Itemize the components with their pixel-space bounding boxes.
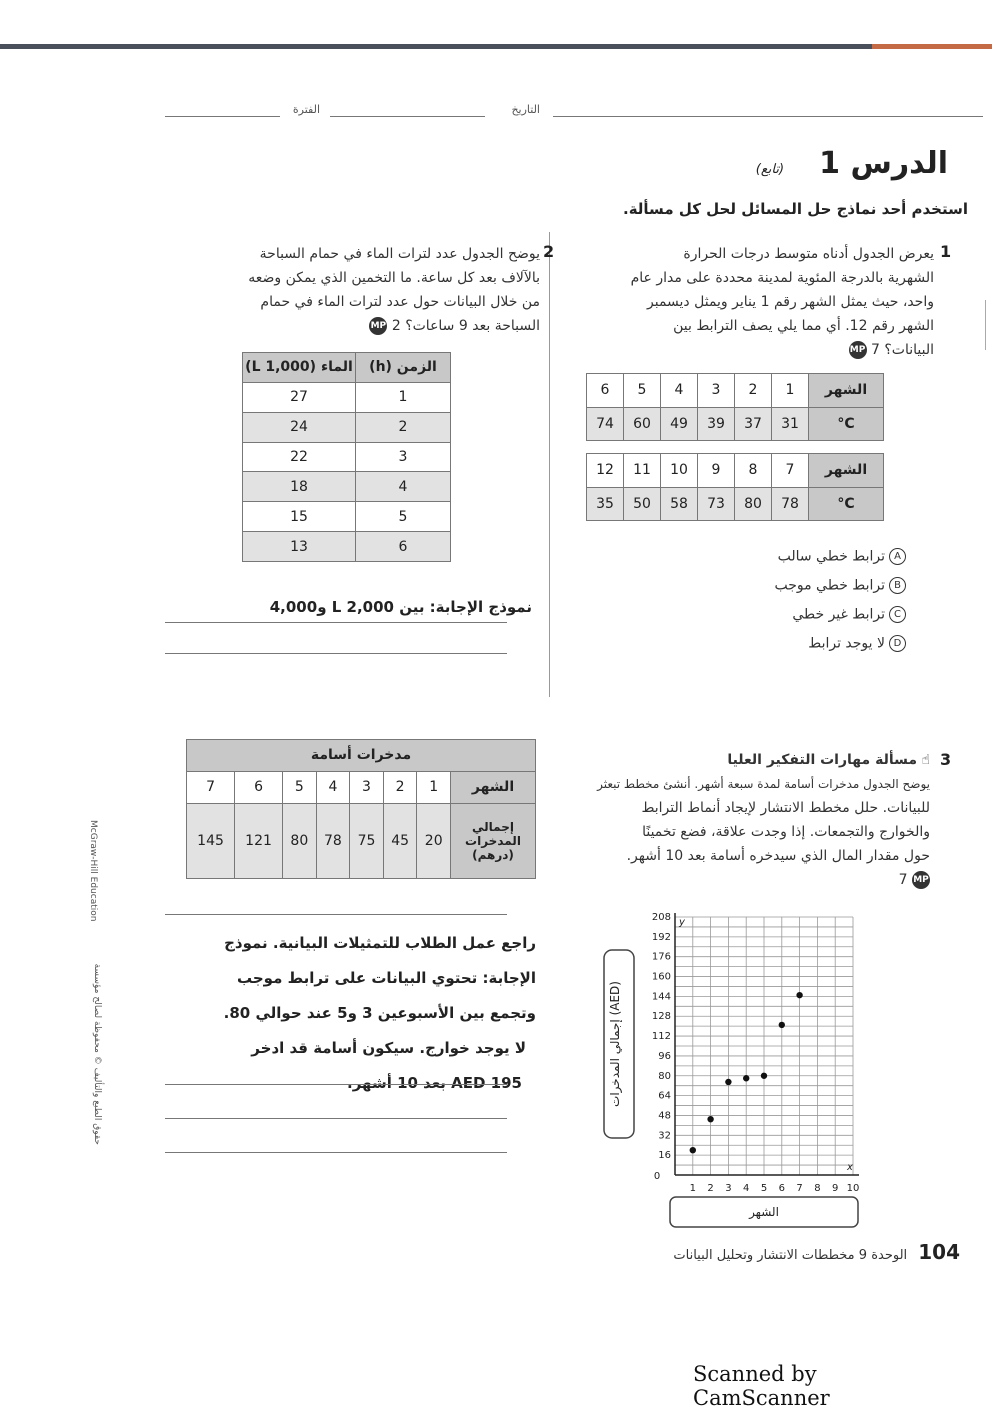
q1-t2-row-header: الشهر <box>809 454 884 488</box>
q3-total: 145 <box>187 803 235 878</box>
margin-tab <box>985 300 986 350</box>
q3-month: 7 <box>187 771 235 803</box>
q3-total: 121 <box>235 803 283 878</box>
option-text: لا يوجد ترابط <box>808 635 885 652</box>
q2-water-cell: 24 <box>243 412 356 442</box>
q1-t2-month: 7 <box>772 454 809 488</box>
y-tick-label: 128 <box>651 1011 671 1023</box>
q1-last-text: البيانات؟ <box>884 342 934 358</box>
q3-line: يوضح الجدول مدخرات أسامة لمدة سبعة أشهر. أنشئ مخطط تبعثر <box>597 777 930 791</box>
option-circle-icon[interactable]: D <box>889 635 906 652</box>
q2-col-time: الزمن (h) <box>356 353 451 383</box>
q3-total-header: إجمالي المدخرات (درهم) <box>451 803 536 878</box>
q3-answer-line: راجع عمل الطلاب للتمثيلات البيانية. نموذج <box>224 934 536 952</box>
data-point <box>725 1079 731 1085</box>
data-point <box>761 1073 767 1079</box>
q3-line: والخوارج والتجمعات. إذا وجدت علاقة، فضع تخمينًا <box>642 824 930 840</box>
q3-lead-line <box>570 748 930 772</box>
q3-bold-lead: مسألة مهارات التفكير العليا <box>727 752 918 768</box>
q2-answer[interactable]: نموذج الإجابة: بين 2,000 L و4,000 <box>269 598 532 616</box>
q2-water-cell: 22 <box>243 442 356 472</box>
q1-t1-unit-header: °C <box>809 407 884 441</box>
x-tick-label: 3 <box>725 1183 732 1194</box>
y-tick-label: 64 <box>658 1090 671 1102</box>
q2-water-cell: 27 <box>243 382 356 412</box>
q2-last-text: السباحة بعد 9 ساعات؟ <box>405 318 540 334</box>
q1-t1-month: 5 <box>624 374 661 408</box>
q1-t1-month: 3 <box>698 374 735 408</box>
q1-text <box>560 242 934 362</box>
q3-month: 5 <box>283 771 317 803</box>
q1-t1-temp: 74 <box>587 407 624 441</box>
mp-badge-icon: MP <box>912 871 930 889</box>
y-axis-label: إجمالي المدخرات (AED) <box>608 981 622 1107</box>
q1-t2-unit-header: °C <box>809 487 884 521</box>
chart-ticks <box>652 912 859 1194</box>
y-tick-label: 48 <box>658 1110 671 1122</box>
q2-mp-number: 2 <box>391 318 401 334</box>
q1-line: واحد، حيث يمثل الشهر رقم 1 يناير ويمثل ديسمبر <box>647 294 934 310</box>
answer-line <box>165 1152 507 1153</box>
x-tick-label: 5 <box>760 1183 768 1194</box>
data-point <box>690 1147 696 1153</box>
q2-water-cell: 13 <box>243 532 356 562</box>
q1-t1-row-header: الشهر <box>809 374 884 408</box>
q1-t1-temp: 37 <box>735 407 772 441</box>
q1-t2-temp: 35 <box>587 487 624 521</box>
q2-line: بالآلاف بعد كل ساعة. ما التخمين الذي يمكن وضعه <box>248 270 540 286</box>
instruction: استخدم أحد نماذج حل المسائل لحل كل مسألة. <box>623 200 968 218</box>
answer-line <box>165 914 507 915</box>
q3-total: 80 <box>283 803 317 878</box>
y-axis-letter: y <box>679 917 685 928</box>
data-point <box>707 1116 713 1122</box>
q3-month: 4 <box>316 771 350 803</box>
page-footer <box>640 1240 960 1264</box>
column-divider <box>549 232 550 697</box>
q1-t2-month: 10 <box>661 454 698 488</box>
q3-row-header: الشهر <box>451 771 536 803</box>
y-tick-label: 208 <box>651 912 671 923</box>
y-tick-label: 176 <box>651 951 671 963</box>
q3-text <box>570 748 930 892</box>
continued-label: (تابع) <box>755 162 785 177</box>
q1-line: الشهر رقم 12. أي مما يلي يصف الترابط بين <box>673 318 934 334</box>
x-tick-label: 8 <box>814 1183 821 1194</box>
option-circle-icon[interactable]: A <box>889 548 906 565</box>
q1-t2-temp: 58 <box>661 487 698 521</box>
q2-line: يوضح الجدول عدد لترات الماء في حمام السباحة <box>259 246 540 262</box>
q1-t2-month: 12 <box>587 454 624 488</box>
q3-answer-line: AED 195 بعد 10 أشهر. <box>347 1074 522 1092</box>
publisher-vertical: McGraw-Hill Education <box>88 820 98 922</box>
lesson-title: الدرس 1 <box>819 146 948 181</box>
q1-option-b[interactable] <box>700 577 906 606</box>
lesson-header <box>700 146 948 181</box>
q1-option-d[interactable] <box>700 635 906 664</box>
q1-t1-temp: 60 <box>624 407 661 441</box>
q3-answer-line: وتجمع بين الأسبوعين 3 و5 عند حوالي 80. <box>223 1004 536 1022</box>
q1-t2-temp: 78 <box>772 487 809 521</box>
q3-total: 20 <box>417 803 451 878</box>
top-rule-accent <box>872 44 992 49</box>
scanner-watermark: Scanned by CamScanner <box>693 1362 830 1410</box>
page-number: 104 <box>918 1240 960 1264</box>
q2-time-cell: 2 <box>356 412 451 442</box>
q1-mp-number: 7 <box>870 342 880 358</box>
q2-table <box>242 352 451 562</box>
q2-time-cell: 1 <box>356 382 451 412</box>
y-tick-label: 80 <box>658 1070 671 1082</box>
q1-t1-temp: 49 <box>661 407 698 441</box>
q1-line: يعرض الجدول أدناه متوسط درجات الحرارة <box>683 246 934 262</box>
answer-line <box>165 1118 507 1119</box>
y-tick-label: 96 <box>658 1050 671 1062</box>
q3-table-title: مدخرات أسامة <box>187 740 536 772</box>
option-circle-icon[interactable]: C <box>889 606 906 623</box>
q3-line: للبيانات. حلل مخطط الانتشار لإيجاد أنماط الترابط <box>641 800 930 816</box>
q1-t2-month: 11 <box>624 454 661 488</box>
answer-line <box>165 1084 507 1085</box>
q3-total: 75 <box>350 803 384 878</box>
q1-t2-month: 8 <box>735 454 772 488</box>
q1-t1-temp: 39 <box>698 407 735 441</box>
q1-t2-temp: 80 <box>735 487 772 521</box>
x-tick-label: 0 <box>653 1171 661 1182</box>
option-text: ترابط خطي موجب <box>774 577 885 594</box>
q3-total: 45 <box>383 803 417 878</box>
q1-t2-temp: 73 <box>698 487 735 521</box>
q3-number: 3 <box>940 750 952 769</box>
q1-option-a[interactable] <box>700 548 906 577</box>
q1-option-c[interactable] <box>700 606 906 635</box>
x-tick-label: 10 <box>846 1183 860 1194</box>
date-label: التاريخ <box>511 103 540 116</box>
option-circle-icon[interactable]: B <box>889 577 906 594</box>
copyright-vertical: حقوق الطبع والتأليف © محفوظة لصالح مؤسسة <box>92 963 102 1145</box>
x-tick-label: 2 <box>707 1183 714 1194</box>
y-tick-label: 16 <box>658 1150 671 1162</box>
period-label: الفترة <box>292 103 320 116</box>
x-tick-label: 9 <box>832 1183 839 1194</box>
q1-t1-month: 2 <box>735 374 772 408</box>
date-line[interactable] <box>330 116 485 117</box>
x-tick-label: 4 <box>743 1183 750 1194</box>
q2-water-cell: 15 <box>243 502 356 532</box>
top-rule <box>0 44 992 49</box>
q3-answer-line: الإجابة: تحتوي البيانات على ترابط موجب <box>236 969 536 987</box>
q2-line-last <box>168 314 540 338</box>
q2-time-cell: 4 <box>356 472 451 502</box>
answer-line <box>165 653 507 654</box>
x-axis-letter: x <box>847 1162 853 1173</box>
q1-table-1 <box>586 373 884 441</box>
q2-time-cell: 6 <box>356 532 451 562</box>
q1-line-last <box>560 338 934 362</box>
data-point <box>796 992 802 998</box>
y-tick-label: 32 <box>658 1130 671 1142</box>
mp-badge-icon: MP <box>849 341 867 359</box>
name-line[interactable] <box>553 116 983 117</box>
option-text: ترابط غير خطي <box>792 606 885 623</box>
q3-line: حول مقدار المال الذي سيدخره أسامة بعد 10 أشهر. <box>626 848 930 864</box>
q1-t2-temp: 50 <box>624 487 661 521</box>
y-tick-label: 192 <box>651 931 671 943</box>
q2-water-cell: 18 <box>243 472 356 502</box>
data-point <box>779 1022 785 1028</box>
q1-t2-month: 9 <box>698 454 735 488</box>
q2-time-cell: 3 <box>356 442 451 472</box>
x-tick-label: 6 <box>778 1183 785 1194</box>
y-tick-label: 160 <box>651 971 671 983</box>
scatter-chart <box>598 905 870 1235</box>
q3-mp-number: 7 <box>898 872 908 888</box>
q3-total: 78 <box>316 803 350 878</box>
q1-options <box>700 548 906 664</box>
period-line[interactable] <box>165 116 280 117</box>
q3-month: 3 <box>350 771 384 803</box>
q2-col-water: الماء (1,000 L) <box>243 353 356 383</box>
y-tick-label: 112 <box>651 1031 671 1043</box>
q3-mp-line <box>570 868 930 892</box>
q1-t1-month: 6 <box>587 374 624 408</box>
q2-time-cell: 5 <box>356 502 451 532</box>
q1-t1-month: 4 <box>661 374 698 408</box>
q3-answer[interactable] <box>170 926 536 1101</box>
q3-month: 1 <box>417 771 451 803</box>
q1-table-2 <box>586 453 884 521</box>
q3-month: 6 <box>235 771 283 803</box>
q1-line: الشهرية بالدرجة المئوية لمدينة محددة على مدار عام <box>630 270 934 286</box>
q3-table <box>186 739 536 879</box>
x-axis-label: الشهر <box>749 1205 779 1219</box>
mp-badge-icon: MP <box>369 317 387 335</box>
q1-number: 1 <box>940 242 952 261</box>
q1-t1-month: 1 <box>772 374 809 408</box>
q3-month: 2 <box>383 771 417 803</box>
y-tick-label: 144 <box>651 991 671 1003</box>
q1-t1-temp: 31 <box>772 407 809 441</box>
q2-line: من خلال البيانات حول عدد لترات الماء في حمام <box>260 294 540 310</box>
answer-line <box>165 622 507 623</box>
q2-text <box>168 242 540 338</box>
data-point <box>743 1075 749 1081</box>
q3-answer-line: لا يوجد خوارج. سيكون أسامة قد ادخر <box>251 1039 526 1057</box>
unit-text: الوحدة 9 مخططات الانتشار وتحليل البيانات <box>673 1248 908 1263</box>
hand-pointer-icon: ☝ <box>921 752 930 768</box>
chart-grid <box>675 917 853 1175</box>
x-tick-label: 1 <box>689 1183 696 1194</box>
q2-number: 2 <box>543 242 555 261</box>
x-tick-label: 7 <box>796 1183 803 1194</box>
option-text: ترابط خطي سالب <box>777 548 885 565</box>
